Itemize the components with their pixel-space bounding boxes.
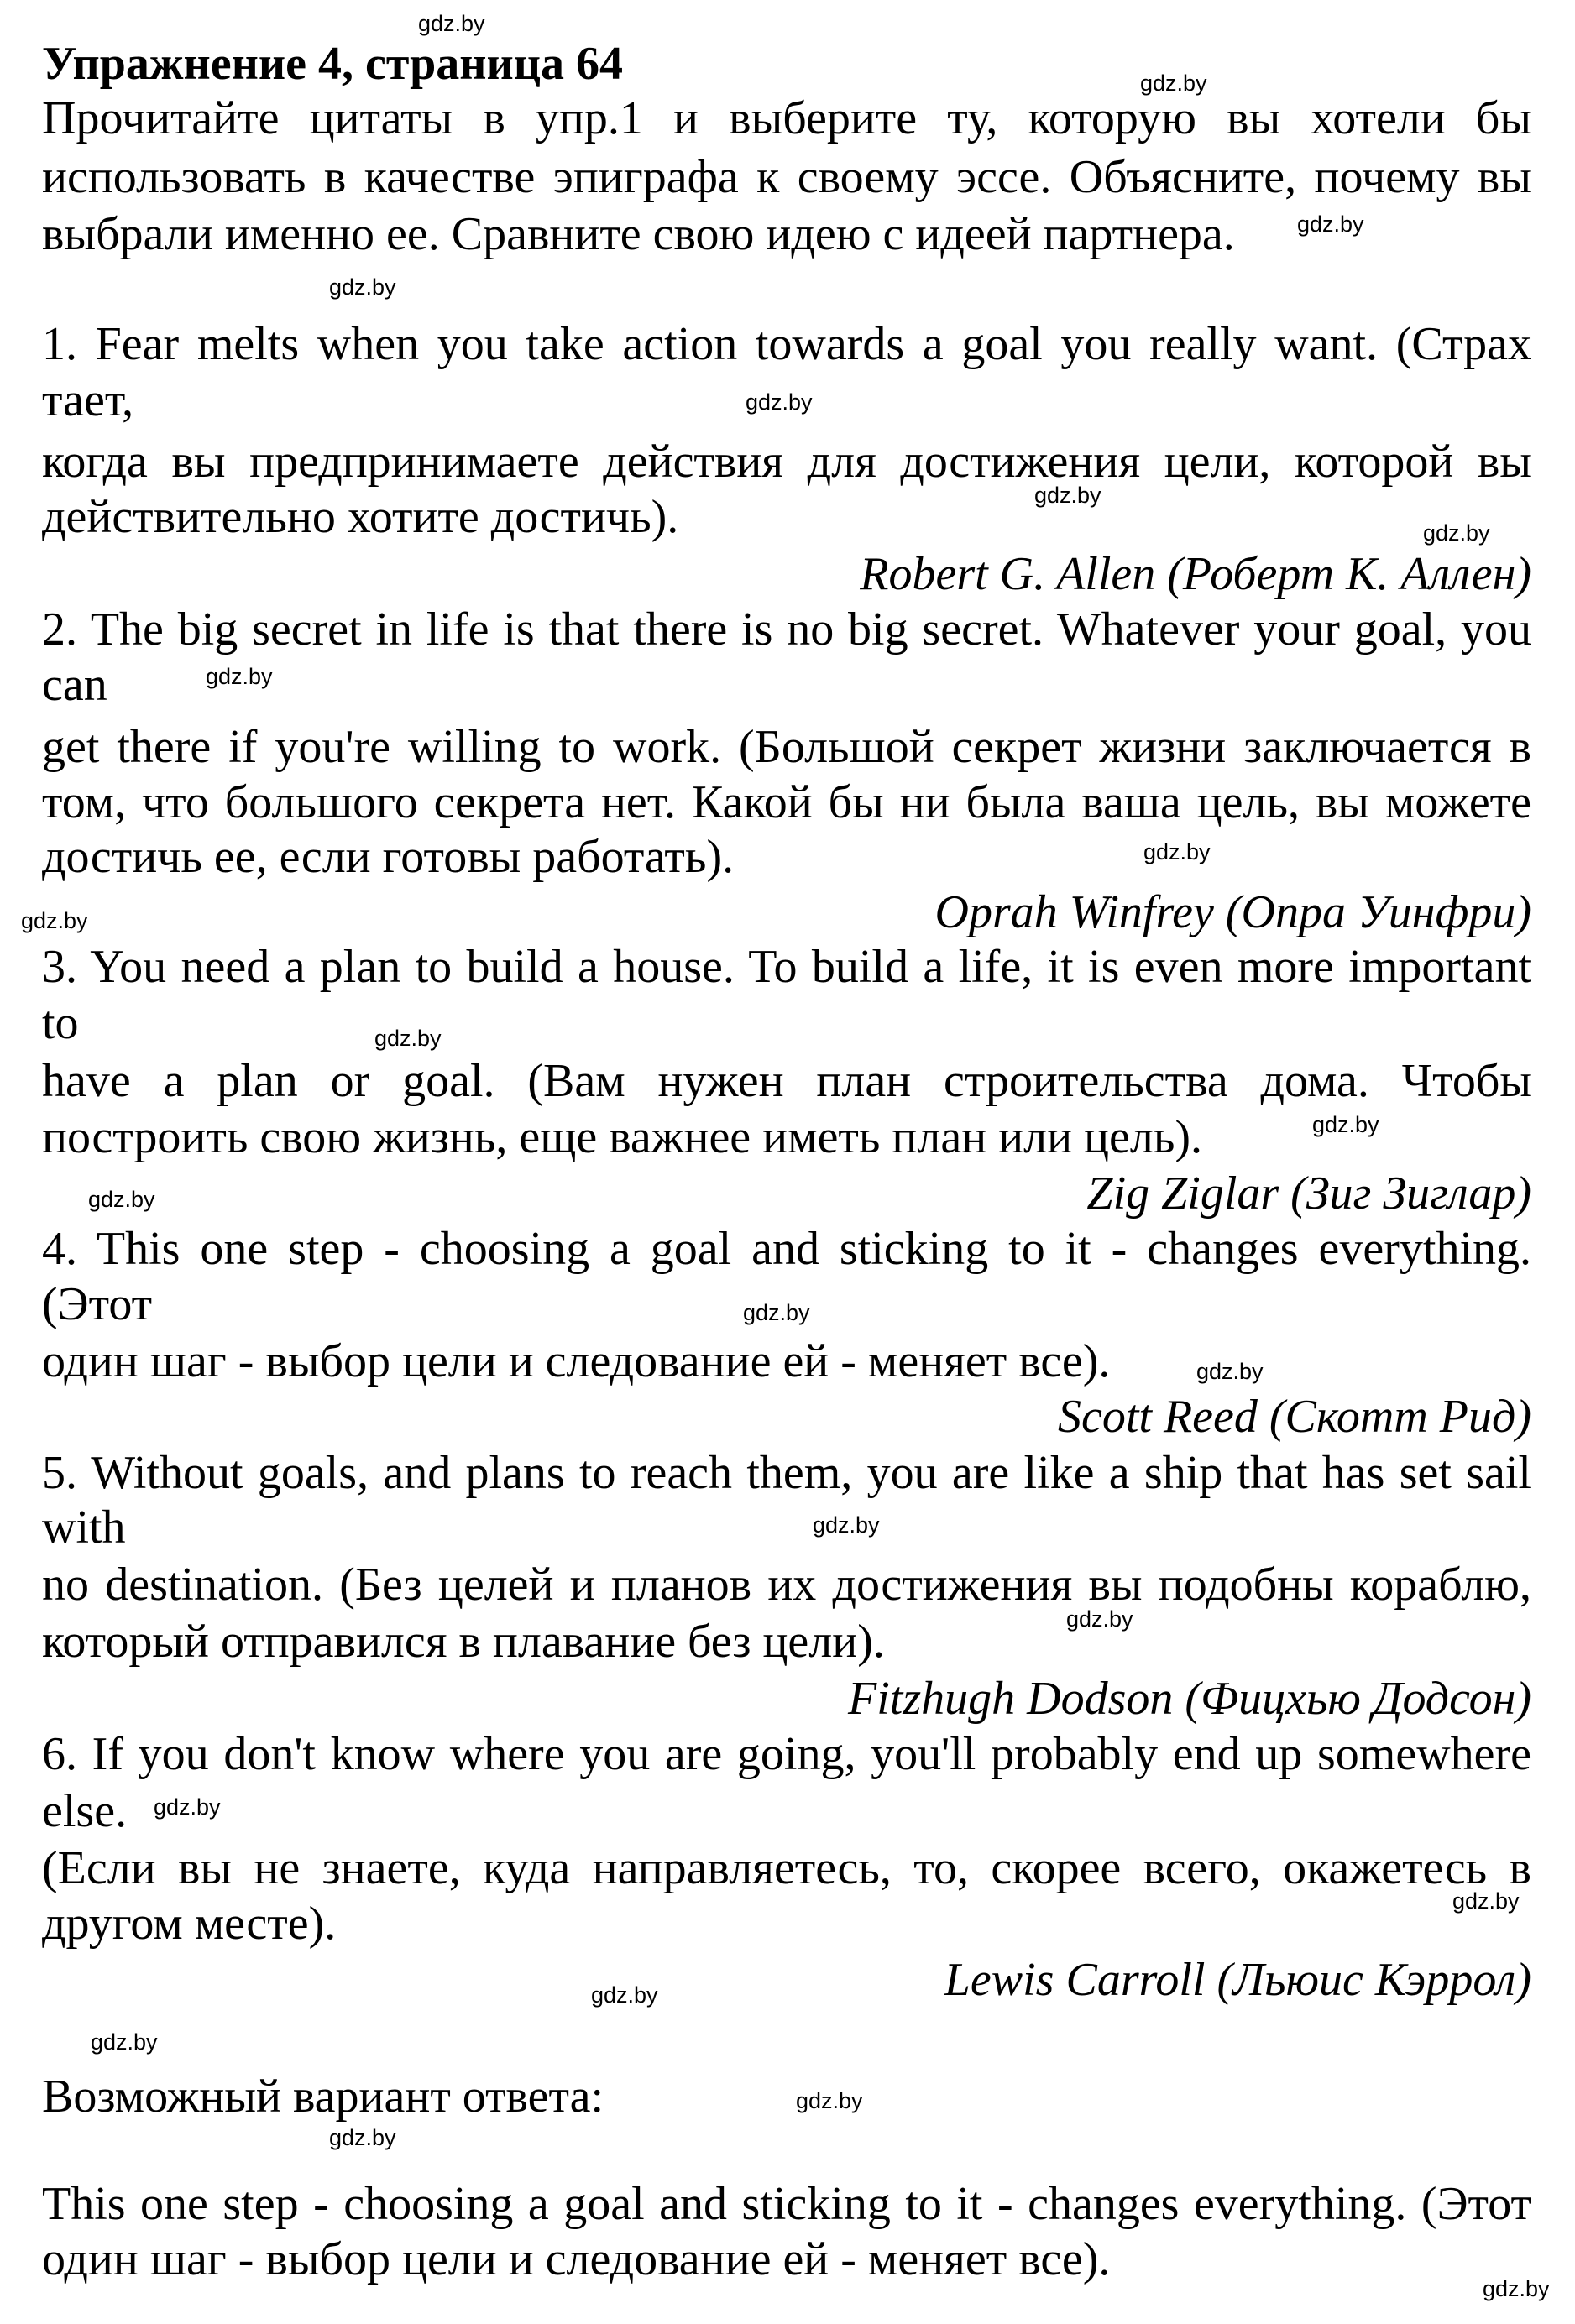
quote-2-line: 2. The big secret in life is that there is no big secret. Whatever your goal, you bbox=[42, 603, 1531, 655]
watermark: gdz.by bbox=[813, 1512, 880, 1538]
instruction-line: Прочитайте цитаты в упр.1 и выберите ту, которую вы хотели бы bbox=[42, 92, 1531, 144]
quote-5-line: no destination. (Без целей и планов их достижения вы подобны кораблю, bbox=[42, 1559, 1531, 1611]
watermark: gdz.by bbox=[1196, 1359, 1264, 1384]
watermark: gdz.by bbox=[88, 1187, 155, 1212]
watermark: gdz.by bbox=[329, 2125, 396, 2150]
quote-3-line: 3. You need a plan to build a house. To build a life, it is even more important bbox=[42, 941, 1531, 993]
quote-3-author: Zig Ziglar (Зиг Зиглар) bbox=[1086, 1167, 1531, 1219]
quote-3-line: to bbox=[42, 997, 79, 1049]
watermark: gdz.by bbox=[21, 908, 88, 933]
quote-1-line: 1. Fear melts when you take action towards a goal you really want. (Страх bbox=[42, 318, 1531, 370]
quote-2-line: том, что большого секрета нет. Какой бы ни была ваша цель, вы можете bbox=[42, 776, 1531, 828]
quote-5-line: with bbox=[42, 1501, 126, 1554]
quote-3-line: have a plan or goal. (Вам нужен план строительства дома. Чтобы bbox=[42, 1055, 1531, 1107]
quote-6-line: else. bbox=[42, 1785, 128, 1837]
answer-line: один шаг - выбор цели и следование ей - меняет все). bbox=[42, 2233, 1111, 2285]
instruction-line: использовать в качестве эпиграфа к своему эссе. Объясните, почему вы bbox=[42, 151, 1531, 203]
quote-3-line: построить свою жизнь, еще важнее иметь план или цель). bbox=[42, 1111, 1203, 1163]
quote-6-line: (Если вы не знаете, куда направляетесь, то, скорее всего, окажетесь в bbox=[42, 1842, 1531, 1894]
watermark: gdz.by bbox=[329, 274, 396, 300]
watermark: gdz.by bbox=[591, 1982, 658, 2008]
answer-label: Возможный вариант ответа: bbox=[42, 2071, 604, 2123]
quote-2-line: can bbox=[42, 659, 107, 711]
instruction-line: выбрали именно ее. Сравните свою идею с идеей партнера. bbox=[42, 208, 1235, 260]
watermark: gdz.by bbox=[91, 2029, 158, 2055]
watermark: gdz.by bbox=[1140, 71, 1207, 96]
watermark: gdz.by bbox=[374, 1026, 442, 1051]
quote-2-author: Oprah Winfrey (Опра Уинфри) bbox=[934, 886, 1531, 938]
watermark: gdz.by bbox=[206, 664, 273, 689]
watermark: gdz.by bbox=[1452, 1888, 1520, 1914]
page-title: Упражнение 4, страница 64 bbox=[42, 38, 624, 90]
watermark: gdz.by bbox=[746, 389, 813, 415]
watermark: gdz.by bbox=[1034, 483, 1101, 508]
quote-2-line: get there if you're willing to work. (Большой секрет жизни заключается в bbox=[42, 721, 1531, 773]
answer-line: This one step - choosing a goal and sticking to it - changes everything. (Этот bbox=[42, 2178, 1531, 2230]
quote-4-line: один шаг - выбор цели и следование ей - меняет все). bbox=[42, 1335, 1111, 1387]
quote-5-line: 5. Without goals, and plans to reach them, you are like a ship that has set sail bbox=[42, 1447, 1531, 1499]
quote-6-line: другом месте). bbox=[42, 1898, 337, 1950]
quote-6-author: Lewis Carroll (Льюис Кэррол) bbox=[944, 1954, 1531, 2006]
watermark: gdz.by bbox=[154, 1794, 221, 1820]
watermark: gdz.by bbox=[1066, 1606, 1133, 1632]
watermark: gdz.by bbox=[796, 2088, 863, 2113]
watermark: gdz.by bbox=[1312, 1112, 1379, 1137]
quote-1-line: когда вы предпринимаете действия для достижения цели, которой вы bbox=[42, 436, 1531, 488]
quote-6-line: 6. If you don't know where you are going, you'll probably end up somewhere bbox=[42, 1728, 1531, 1780]
watermark: gdz.by bbox=[743, 1300, 810, 1325]
quote-1-author: Robert G. Allen (Роберт К. Аллен) bbox=[860, 548, 1531, 600]
quote-1-line: действительно хотите достичь). bbox=[42, 491, 679, 543]
watermark: gdz.by bbox=[1483, 2276, 1550, 2301]
quote-2-line: достичь ее, если готовы работать). bbox=[42, 831, 735, 883]
quote-4-author: Scott Reed (Скотт Рид) bbox=[1057, 1391, 1531, 1443]
quote-5-author: Fitzhugh Dodson (Фицхью Додсон) bbox=[848, 1673, 1531, 1725]
quote-1-line: тает, bbox=[42, 374, 134, 426]
quote-5-line: который отправился в плавание без цели). bbox=[42, 1616, 885, 1668]
watermark: gdz.by bbox=[1297, 212, 1364, 237]
watermark: gdz.by bbox=[1423, 520, 1490, 546]
quote-4-line: (Этот bbox=[42, 1278, 153, 1330]
watermark: gdz.by bbox=[1143, 839, 1211, 864]
quote-4-line: 4. This one step - choosing a goal and sticking to it - changes everything. bbox=[42, 1223, 1531, 1275]
watermark: gdz.by bbox=[418, 11, 485, 36]
